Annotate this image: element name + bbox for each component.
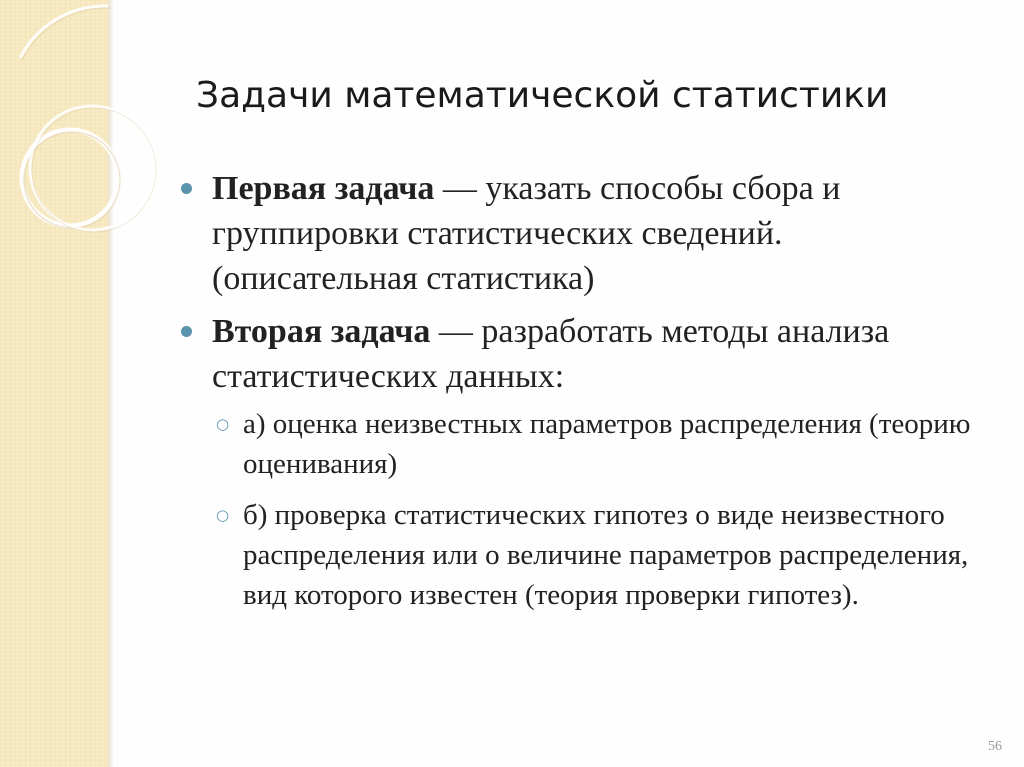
slide-title: Задачи математической статистики bbox=[196, 75, 889, 116]
page-number: 56 bbox=[988, 739, 1002, 754]
bullet-item-second-task bbox=[178, 309, 978, 615]
sub-bullet-item bbox=[212, 404, 978, 484]
sub-bullet-list bbox=[212, 404, 978, 615]
bullet-heading: Вторая задача bbox=[212, 313, 431, 350]
bullet-text: — указать способы сбора и группировки статистических сведений. (описательная статистика) bbox=[212, 170, 841, 297]
bullet-item-first-task bbox=[178, 166, 978, 301]
sub-bullet-text: а) оценка неизвестных параметров распределения (теорию оценивания) bbox=[243, 408, 971, 480]
bullet-dot-icon bbox=[181, 183, 192, 194]
hollow-bullet-icon: ○ bbox=[216, 415, 230, 433]
bullet-dot-icon bbox=[181, 326, 192, 337]
hollow-bullet-icon: ○ bbox=[216, 506, 230, 524]
decorative-rings bbox=[0, 0, 160, 260]
bullet-heading: Первая задача bbox=[212, 170, 435, 207]
bullet-list bbox=[178, 166, 978, 615]
bullet-text: — разработать методы анализа статистических данных: bbox=[212, 313, 890, 395]
sub-bullet-text: б) проверка статистических гипотез о виде неизвестного распределения или о величине параметров распределения, вид которого известен (теория проверки гипотез). bbox=[243, 499, 969, 611]
sub-bullet-item bbox=[212, 495, 978, 615]
